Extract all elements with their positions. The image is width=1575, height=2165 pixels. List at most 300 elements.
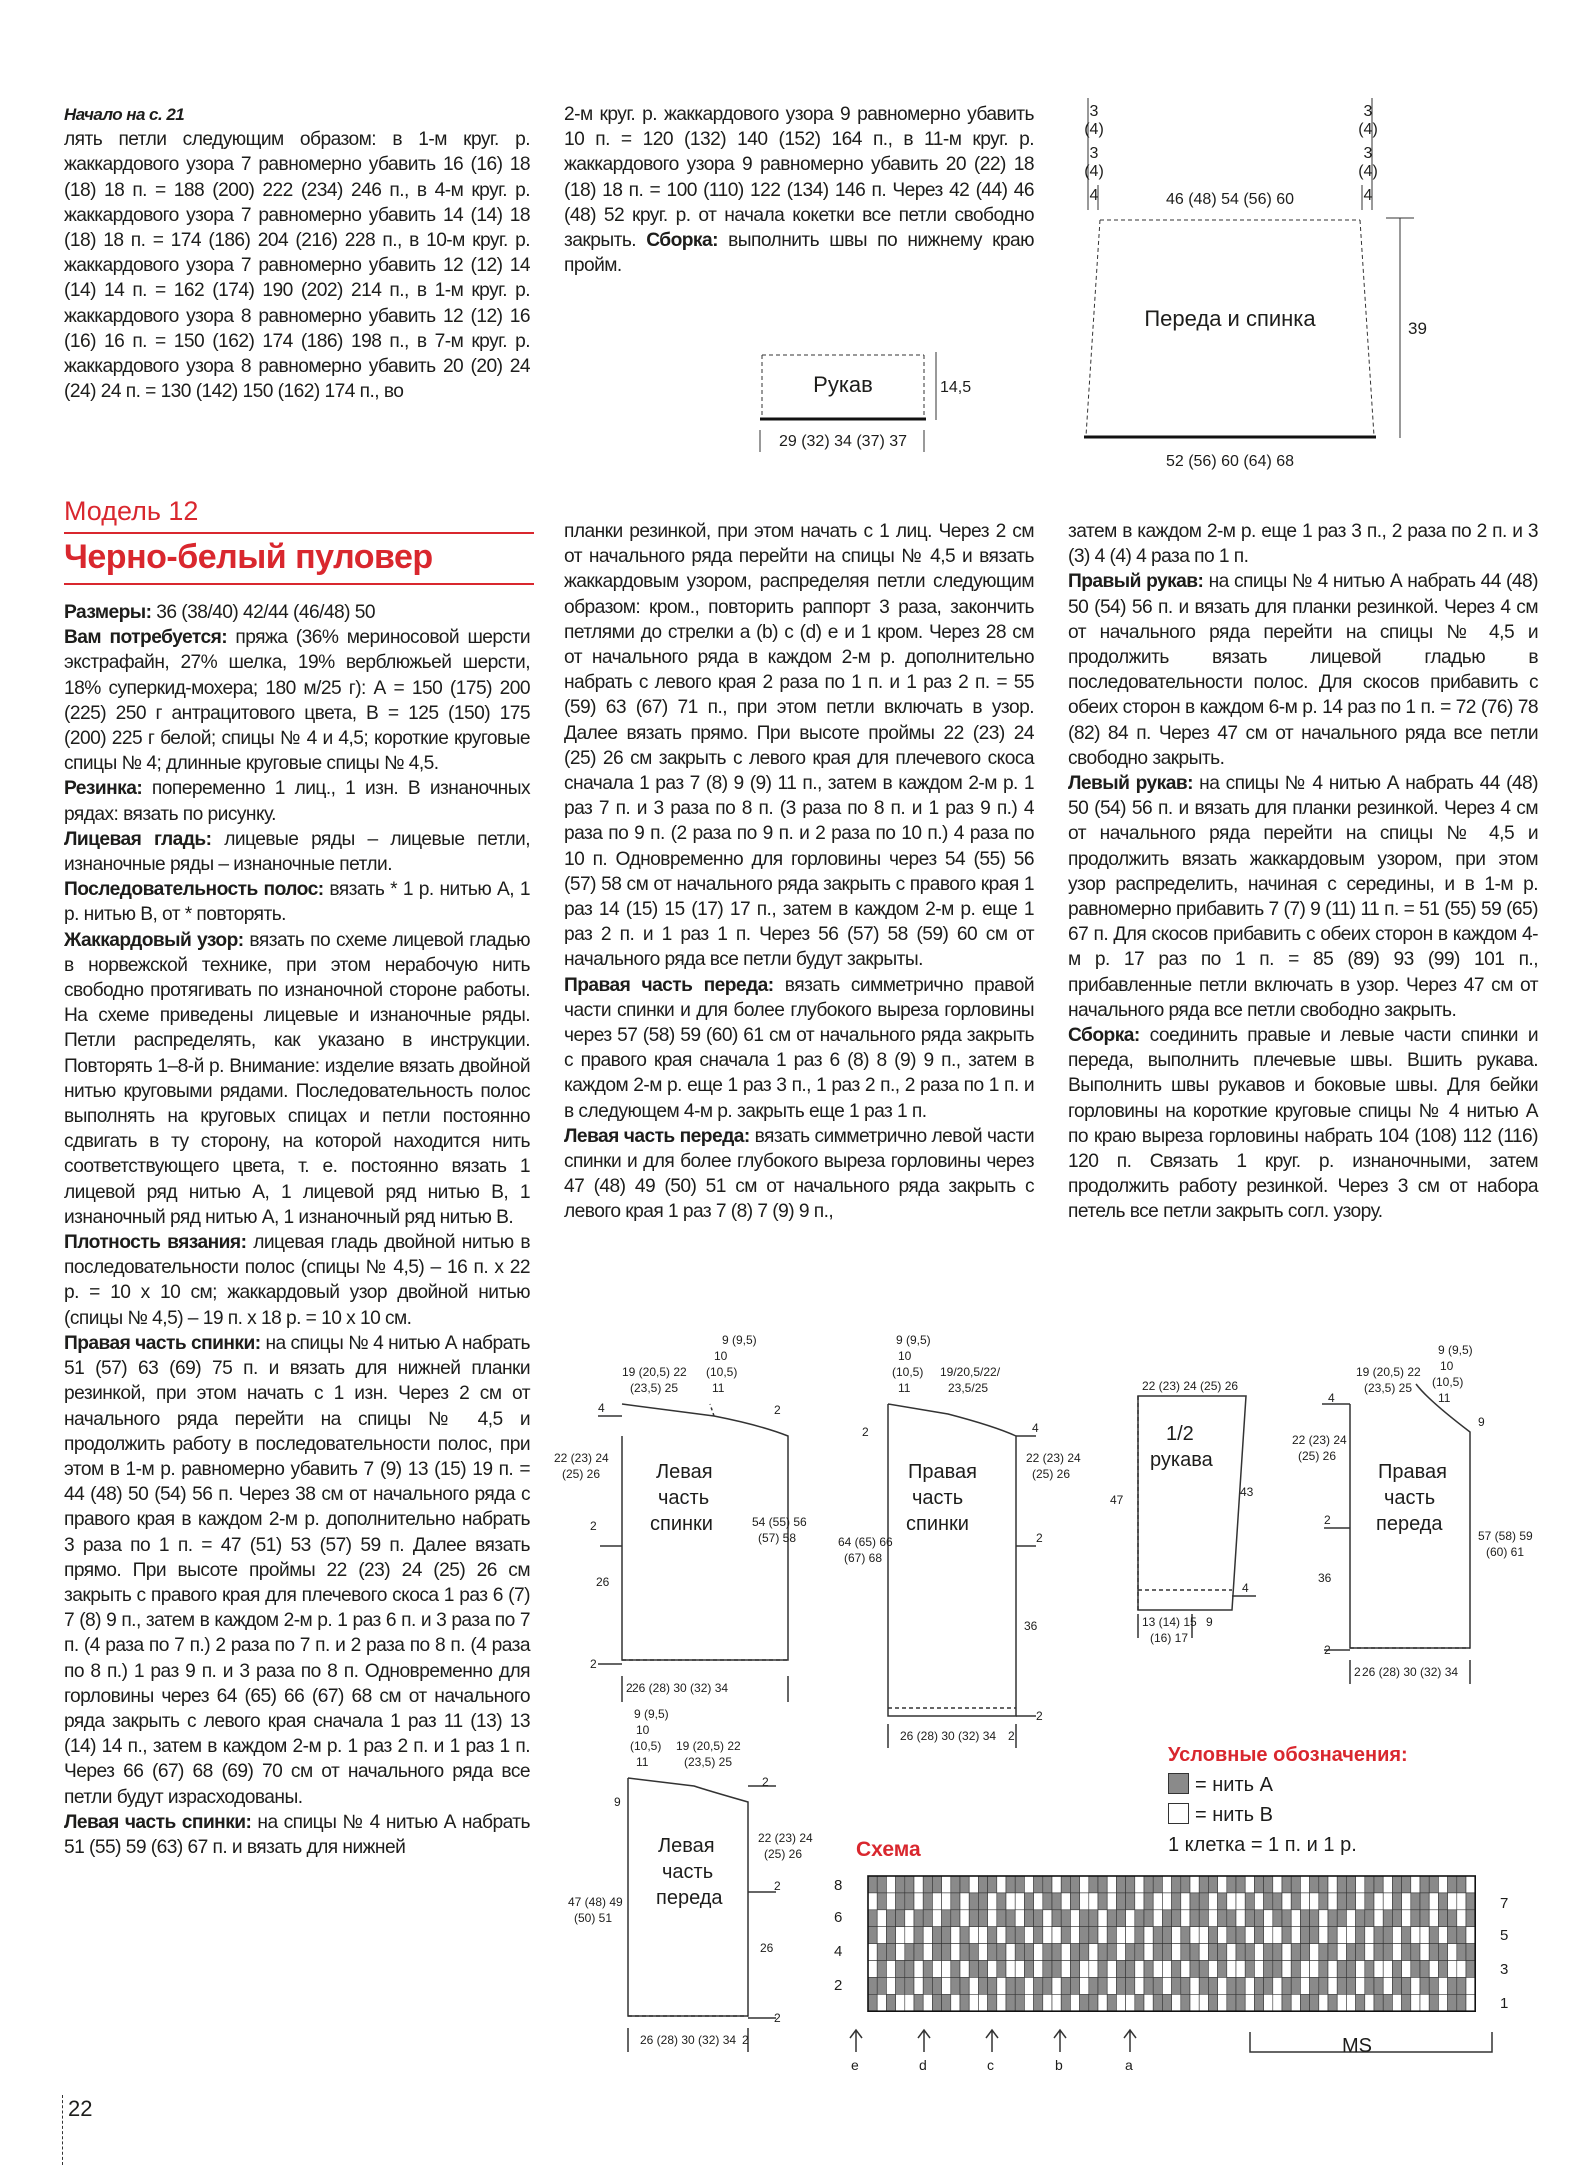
paragraph-heading: Правый рукав: — [1068, 571, 1204, 593]
schema-cell — [1098, 1994, 1107, 2011]
right-back-labels — [838, 1333, 1081, 1743]
schema-cell — [1236, 1961, 1245, 1978]
schema-cell — [868, 1977, 877, 1994]
schema-cell — [1356, 1944, 1365, 1961]
schema-cell — [1006, 1893, 1015, 1910]
schema-cell — [1365, 1994, 1374, 2011]
schema-cell — [1448, 1910, 1457, 1927]
schema-cell — [1273, 1910, 1282, 1927]
schema-cell — [868, 1876, 877, 1893]
paragraph-text: на спицы № 4 нитью А набрать 44 (48) 50 (54) 56 п. и вязать для планки резинкой. Через 4 см от начального ряда перейти на спицы № 4,5 и продолжить вязать жаккардовым узором, при этом узор распределить, начиная с середины, и в 1-м р. равномерно прибавить 7 (7) 9 (11) 11 п. = 51 (55) 59 (65) 67 п. Для скосов прибавить с обеих сторон в каждом 4-м р. 17 раз по 1 п. = 85 (89) 93 (99) 101 п., прибавленные петли включать в узор. Через 47 см от начального ряда все петли свободно закрыть. — [1068, 773, 1538, 1021]
schema-cell — [1245, 1994, 1254, 2011]
schema-cell — [1034, 1961, 1043, 1978]
svg-text:26 (28) 30 (32) 34: 26 (28) 30 (32) 34 — [900, 1729, 997, 1743]
schema-cell — [1135, 1994, 1144, 2011]
schema-cell — [1466, 1961, 1475, 1978]
schema-cell — [923, 1994, 932, 2011]
schema-title: Схема — [856, 1838, 921, 1861]
schema-cell — [1420, 1893, 1429, 1910]
schema-cell — [932, 1876, 941, 1893]
schema-cell — [960, 1994, 969, 2011]
schema-cell — [1282, 1977, 1291, 1994]
schema-cell — [1015, 1977, 1024, 1994]
body-height: 39 — [1408, 319, 1427, 338]
schema-cell — [1245, 1910, 1254, 1927]
schema-cell — [923, 1977, 932, 1994]
svg-text:22 (23) 24: 22 (23) 24 — [758, 1831, 813, 1845]
svg-text:2: 2 — [1008, 1729, 1015, 1743]
schema-cell — [1070, 1893, 1079, 1910]
schema-cell — [1043, 1961, 1052, 1978]
schema-cell — [932, 1910, 941, 1927]
schema-cell — [1153, 1944, 1162, 1961]
schema-cell — [1291, 1893, 1300, 1910]
schema-cell — [1162, 1910, 1171, 1927]
schema-cell — [1061, 1876, 1070, 1893]
schema-cell — [1365, 1944, 1374, 1961]
schema-cell — [960, 1910, 969, 1927]
svg-text:2: 2 — [626, 1681, 633, 1695]
schema-cell — [1043, 1893, 1052, 1910]
schema-cell — [1392, 1961, 1401, 1978]
paragraph-heading: Размеры: — [64, 602, 152, 623]
paragraph-text: соединить правые и левые части спинки и переда, выполнить плечевые швы. Вшить рукава. Выполнить швы рукавов и боковые швы. Для бейки горловины на короткие круговые спицы № 4 нитью А по краю выреза горловины набрать 104 (108) 112 (116) 120 п. Связать 1 круг. р. изнаночными, затем продолжить работу резинкой. Через 3 см от набора петель все петли закрыть согл. узору. — [1068, 1025, 1538, 1223]
schema-cell — [1107, 1893, 1116, 1910]
schema-cell — [969, 1994, 978, 2011]
schema-cell — [1144, 1927, 1153, 1944]
schema-cell — [1438, 1944, 1447, 1961]
schema-cell — [1264, 1910, 1273, 1927]
schema-cell — [1254, 1944, 1263, 1961]
schema-cell — [896, 1893, 905, 1910]
svg-text:11: 11 — [636, 1755, 649, 1769]
svg-text:переда: переда — [1376, 1513, 1443, 1535]
schema-cell — [1024, 1910, 1033, 1927]
schema-cell — [988, 1927, 997, 1944]
schema-cell — [1356, 1961, 1365, 1978]
schema-cell — [1291, 1876, 1300, 1893]
legend-title: Условные обозначения: — [1168, 1744, 1408, 1766]
schema-cell — [1208, 1944, 1217, 1961]
schema-cell — [1227, 1876, 1236, 1893]
schema-cell — [1199, 1961, 1208, 1978]
schema-cell — [1429, 1994, 1438, 2011]
schema-cell — [1208, 1893, 1217, 1910]
svg-text:(50) 51: (50) 51 — [574, 1911, 613, 1925]
schema-cell — [1245, 1977, 1254, 1994]
schema-cell — [1107, 1977, 1116, 1994]
schema-cell — [932, 1927, 941, 1944]
schema-cell — [1254, 1893, 1263, 1910]
legend-b: = нить В — [1168, 1800, 1408, 1830]
schema-cell — [1448, 1876, 1457, 1893]
svg-text:19/20,5/22/: 19/20,5/22/ — [940, 1365, 1001, 1379]
schema-cell — [969, 1893, 978, 1910]
svg-text:часть: часть — [662, 1861, 714, 1883]
schema-cell — [896, 1961, 905, 1978]
svg-text:(57) 58: (57) 58 — [758, 1531, 797, 1545]
svg-text:9 (9,5): 9 (9,5) — [634, 1707, 669, 1721]
schema-cell — [1273, 1893, 1282, 1910]
schema-cell — [1098, 1876, 1107, 1893]
schema-cell — [1034, 1927, 1043, 1944]
schema-cell — [1356, 1994, 1365, 2011]
schema-cell — [1190, 1977, 1199, 1994]
svg-text:(60) 61: (60) 61 — [1486, 1545, 1525, 1559]
paragraph-text: лицевые ряды – лицевые петли, изнаночные ряды – изнаночные петли. — [64, 828, 530, 876]
schema-cell — [1126, 1961, 1135, 1978]
schema-cell — [896, 1927, 905, 1944]
schema-cell — [1172, 1910, 1181, 1927]
svg-text:4: 4 — [598, 1401, 605, 1415]
schema-cell — [1172, 1893, 1181, 1910]
top-col1-text: лять петли следующим образом: в 1-м круг. р. жаккардового узора 7 равномерно убавить 16 (16) 18 (18) 18 п. = 188 (200) 222 (234) 246 п., в 4-м круг. р. жаккардового узора 7 равномерно убавить 14 (14) 18 (18) 18 п. = 174 (186) 204 (216) 228 п., в 10-м круг. р. жаккардового узора 7 равномерно убавить 12 (12) 14 (14) 14 п. = 162 (174) 190 (202) 214 п., в 1-м круг. р. жаккардового узора 8 равномерно убавить 12 (12) 16 (16) 16 п. = 150 (162) 174 (186) 198 п., в 7-м круг. р. жаккардового узора 8 равномерно убавить 20 (20) 24 (24) 24 п. = 130 (142) 150 (162) 174 п., во — [64, 129, 530, 403]
schema-cell — [1116, 1910, 1125, 1927]
schema-cell — [1319, 1927, 1328, 1944]
schema-cell — [1328, 1927, 1337, 1944]
svg-text:8: 8 — [834, 1877, 843, 1894]
schema-cell — [1135, 1876, 1144, 1893]
svg-text:47 (48) 49: 47 (48) 49 — [568, 1895, 623, 1909]
schema-cell — [1245, 1961, 1254, 1978]
schema-cell — [960, 1977, 969, 1994]
schema-cell — [978, 1893, 987, 1910]
schema-cell — [1273, 1994, 1282, 2011]
schema-cell — [1162, 1927, 1171, 1944]
schema-cell — [942, 1961, 951, 1978]
schema-cell — [1254, 1961, 1263, 1978]
schema-cell — [1218, 1994, 1227, 2011]
svg-text:(25) 26: (25) 26 — [1298, 1449, 1337, 1463]
schema-cell — [1411, 1961, 1420, 1978]
schema-cell — [1227, 1961, 1236, 1978]
schema-cell — [1365, 1977, 1374, 1994]
schema-cell — [1043, 1910, 1052, 1927]
schema-cell — [905, 1961, 914, 1978]
schema-cell — [1310, 1927, 1319, 1944]
schema-cell — [1024, 1944, 1033, 1961]
schema-cell — [1300, 1944, 1309, 1961]
schema-cell — [1438, 1994, 1447, 2011]
schema-cell — [1172, 1961, 1181, 1978]
schema-cell — [1116, 1977, 1125, 1994]
schema-cell — [997, 1961, 1006, 1978]
paragraph-text: на спицы № 4 нитью А набрать 51 (55) 59 (63) 67 п. и вязать для нижней — [64, 1811, 530, 1858]
svg-text:57 (58) 59: 57 (58) 59 — [1478, 1529, 1533, 1543]
schema-cell — [1218, 1910, 1227, 1927]
schema-cell — [1070, 1977, 1079, 1994]
schema-cell — [1190, 1876, 1199, 1893]
schema-cell — [1300, 1927, 1309, 1944]
schema-cell — [1356, 1876, 1365, 1893]
svg-text:2: 2 — [1324, 1643, 1331, 1657]
schema-cell — [1015, 1927, 1024, 1944]
schema-cell — [1254, 1910, 1263, 1927]
schema-cell — [1273, 1944, 1282, 1961]
schema-cell — [1043, 1944, 1052, 1961]
schema-cell — [1264, 1893, 1273, 1910]
schema-cell — [1466, 1876, 1475, 1893]
schema-cell — [1135, 1977, 1144, 1994]
schema-cell — [1098, 1893, 1107, 1910]
schema-cell — [1199, 1910, 1208, 1927]
schema-cell — [960, 1927, 969, 1944]
svg-text:d: d — [919, 2057, 927, 2073]
schema-cell — [1273, 1977, 1282, 1994]
schema-cell — [1024, 1893, 1033, 1910]
model-number: Модель 12 — [64, 496, 199, 526]
schema-cell — [1089, 1876, 1098, 1893]
svg-text:спинки: спинки — [906, 1513, 969, 1535]
svg-text:4: 4 — [1242, 1581, 1249, 1595]
schema-cell — [1282, 1893, 1291, 1910]
schema-cell — [997, 1944, 1006, 1961]
schema-cell — [1282, 1910, 1291, 1927]
schema-cell — [1429, 1893, 1438, 1910]
schema-cell — [1429, 1961, 1438, 1978]
schema-cell — [1043, 1994, 1052, 2011]
svg-text:b: b — [1055, 2057, 1063, 2073]
schema-cell — [868, 1927, 877, 1944]
schema-cell — [1337, 1927, 1346, 1944]
svg-text:c: c — [987, 2057, 994, 2073]
schema-cell — [1181, 1944, 1190, 1961]
schema-cell — [905, 1893, 914, 1910]
schema-cell — [1328, 1961, 1337, 1978]
schema-cell — [1420, 1944, 1429, 1961]
schema-cell — [960, 1893, 969, 1910]
schema-cell — [1107, 1944, 1116, 1961]
schema-cell — [1052, 1977, 1061, 1994]
schema-cell — [1199, 1893, 1208, 1910]
schema-cell — [988, 1893, 997, 1910]
schema-cell — [1383, 1876, 1392, 1893]
left-front-labels — [568, 1707, 813, 2047]
schema-cell — [1466, 1927, 1475, 1944]
assembly-text: выполнить швы по нижнему краю пройм. — [564, 230, 1035, 277]
swatch-a — [1168, 1773, 1189, 1794]
schema-cell — [868, 1893, 877, 1910]
schema-cell — [923, 1910, 932, 1927]
schema-cell — [1337, 1910, 1346, 1927]
schema-cell — [951, 1977, 960, 1994]
schema-cell — [1374, 1977, 1383, 1994]
schema-cell — [1098, 1910, 1107, 1927]
svg-text:(25) 26: (25) 26 — [562, 1467, 601, 1481]
schema-cell — [1080, 1927, 1089, 1944]
schema-cell — [1392, 1927, 1401, 1944]
schema-cell — [877, 1961, 886, 1978]
schema-cell — [1162, 1977, 1171, 1994]
schema-cell — [942, 1910, 951, 1927]
schema-cell — [868, 1944, 877, 1961]
schema-cell — [1116, 1994, 1125, 2011]
schema-cell — [1089, 1893, 1098, 1910]
svg-text:часть: часть — [1384, 1487, 1436, 1509]
schema-cell — [1181, 1927, 1190, 1944]
schema-cell — [1310, 1893, 1319, 1910]
legend-a: = нить А — [1168, 1770, 1408, 1800]
schema-cell — [923, 1876, 932, 1893]
svg-text:(25) 26: (25) 26 — [1032, 1467, 1071, 1481]
schema-cell — [1254, 1994, 1263, 2011]
assembly-label: Сборка: — [646, 230, 718, 252]
schema-cell — [1052, 1994, 1061, 2011]
schema-cell — [1411, 1910, 1420, 1927]
schema-cell — [905, 1910, 914, 1927]
schema-cell — [1061, 1961, 1070, 1978]
schema-cell — [1153, 1994, 1162, 2011]
schema-cell — [1135, 1944, 1144, 1961]
schema-cell — [1218, 1893, 1227, 1910]
schema-cell — [1162, 1994, 1171, 2011]
schema-cell — [1282, 1876, 1291, 1893]
schema-cell — [1116, 1876, 1125, 1893]
schema-cell — [1126, 1910, 1135, 1927]
schema-cell — [1402, 1961, 1411, 1978]
schema-cell — [978, 1910, 987, 1927]
body-side-b: (4) — [1084, 121, 1104, 138]
svg-text:Левая: Левая — [658, 1835, 715, 1857]
paragraph-heading: Лицевая гладь: — [64, 828, 212, 850]
schema-cell — [1466, 1994, 1475, 2011]
schema-cell — [1199, 1977, 1208, 1994]
schema-cell — [1300, 1961, 1309, 1978]
schema-cell — [1162, 1961, 1171, 1978]
schema-cell — [1337, 1893, 1346, 1910]
schema-cell — [1264, 1961, 1273, 1978]
svg-text:5: 5 — [1500, 1927, 1509, 1944]
schema-cell — [1402, 1876, 1411, 1893]
svg-text:11: 11 — [898, 1381, 911, 1395]
schema-cell — [1126, 1876, 1135, 1893]
schema-cell — [1448, 1961, 1457, 1978]
schema-cell — [1006, 1994, 1015, 2011]
schema-cell — [1402, 1927, 1411, 1944]
paragraph-heading: Жаккардовый узор: — [64, 929, 244, 951]
schema-cell — [914, 1876, 923, 1893]
svg-text:11: 11 — [712, 1381, 725, 1395]
schema-cell — [1457, 1961, 1466, 1978]
schema-cell — [1319, 1876, 1328, 1893]
schema-cell — [1374, 1927, 1383, 1944]
schema-cell — [1402, 1994, 1411, 2011]
schema-cell — [1310, 1910, 1319, 1927]
svg-text:4: 4 — [1032, 1421, 1039, 1435]
schema-cell — [1346, 1944, 1355, 1961]
schema-cell — [1208, 1977, 1217, 1994]
schema-cell — [1374, 1893, 1383, 1910]
svg-text:19 (20,5) 22: 19 (20,5) 22 — [676, 1739, 741, 1753]
schema-cell — [1061, 1977, 1070, 1994]
schema-cell — [969, 1927, 978, 1944]
schema-cell — [951, 1876, 960, 1893]
schema-cell — [1080, 1893, 1089, 1910]
schema-cell — [1383, 1944, 1392, 1961]
schema-cell — [1411, 1927, 1420, 1944]
schema-cell — [1264, 1944, 1273, 1961]
schema-cell — [1300, 1893, 1309, 1910]
schema-cell — [1126, 1977, 1135, 1994]
schema-cell — [1236, 1944, 1245, 1961]
schema-cell — [1374, 1910, 1383, 1927]
schema-cell — [1457, 1910, 1466, 1927]
schema-cell — [1181, 1961, 1190, 1978]
svg-text:Правая: Правая — [908, 1461, 977, 1483]
schema-cell — [1337, 1977, 1346, 1994]
schema-cell — [1107, 1927, 1116, 1944]
sleeve-height: 14,5 — [940, 379, 972, 396]
schema-cell — [1006, 1961, 1015, 1978]
schema-cell — [951, 1910, 960, 1927]
schema-cell — [1374, 1876, 1383, 1893]
schema-cell — [1070, 1961, 1079, 1978]
paragraph-text: лицевая гладь двойной нитью в последовательности полос (спицы № 4,5) – 16 п. х 22 р. = 10 х 10 см; жаккардовый узор двойной нитью (спицы № 4,5) – 19 п. х 18 р. = 10 х 10 см. — [64, 1232, 530, 1329]
schema-cell — [877, 1893, 886, 1910]
svg-text:22 (23) 24: 22 (23) 24 — [1026, 1451, 1081, 1465]
schema-cell — [1319, 1910, 1328, 1927]
schema-cell — [1310, 1961, 1319, 1978]
schema-cell — [1015, 1876, 1024, 1893]
schema-cell — [1236, 1977, 1245, 1994]
svg-text:2: 2 — [774, 1879, 781, 1893]
svg-text:64 (65) 66: 64 (65) 66 — [838, 1535, 893, 1549]
schema-cell — [1199, 1876, 1208, 1893]
schema-cell — [1218, 1927, 1227, 1944]
schema-cell — [1383, 1893, 1392, 1910]
schema-cell — [1438, 1927, 1447, 1944]
schema-cell — [997, 1893, 1006, 1910]
svg-text:(16) 17: (16) 17 — [1150, 1631, 1189, 1645]
svg-text:(23,5) 25: (23,5) 25 — [630, 1381, 679, 1395]
schema-cell — [1346, 1893, 1355, 1910]
paragraph-text: планки резинкой, при этом начать с 1 лиц. Через 2 см от начального ряда перейти на спицы № 4,5 и вязать жаккардовым узором, распределяя петли следующим образом: кром., повторить раппорт 3 раза, закончить петлями до стрелки а (b) с (d) е и 1 кром. Через 28 см от начального ряда в каждом 2-м р. дополнительно набрать с левого края 2 раза по 1 п. и 1 раз 2 п. = 55 (59) 63 (67) 71 п., при этом петли включать в узор. Далее вязать прямо. При высоте проймы 22 (23) 24 (25) 26 см закрыть с левого края для плечевого скоса сначала 1 раз 7 (8) 9 (9) 11 п., затем в каждом 2-м р. 1 раз 7 п. и 3 раза по 8 п. (3 раза по 8 п. и 1 раз 9 п.) 4 раза по 9 п. (2 раза по 9 п. и 2 раза по 10 п.) 4 раза по 10 п. Одновременно для горловины через 54 (55) 56 (57) 58 см от начального ряда закрыть с правого края 1 раз 14 (15) 15 (17) 17 п., затем в каждом 2-м р. еще 1 раз 2 п. и 1 раз 1 п. Через 56 (57) 58 (59) 60 см от начального ряда все петли будут закрыты. — [564, 521, 1034, 971]
schema-cell — [1337, 1876, 1346, 1893]
paragraph-text: вязать симметрично левой части спинки и для более глубокого выреза горловины через 47 (48) 49 (50) 51 см от начального ряда закрыть с левого края 1 раз 7 (8) 7 (9) 9 п., — [564, 1125, 1034, 1223]
schema-cell — [914, 1994, 923, 2011]
body-label: Переда и спинка — [1144, 306, 1316, 331]
schema-cell — [1052, 1876, 1061, 1893]
schema-cell — [1107, 1994, 1116, 2011]
schema-cell — [1107, 1876, 1116, 1893]
schema-cell — [951, 1994, 960, 2011]
paragraph-text: вязать симметрично правой части спинки и для более глубокого выреза горловины через 57 (58) 59 (60) 61 см от начального ряда закрыть с правого края сначала 1 раз 6 (8) 8 (9) 9 п., затем в каждом 2-м р. еще 1 раз 3 п., 1 раз 2 п., 2 раза по 1 п. и в следующем 4-м р. закрыть еще 1 раз 1 п. — [564, 974, 1034, 1122]
schema-cell — [1043, 1876, 1052, 1893]
svg-text:26: 26 — [760, 1941, 774, 1955]
schema-cell — [1457, 1876, 1466, 1893]
svg-text:4: 4 — [834, 1943, 843, 1960]
schema-cell — [1383, 1961, 1392, 1978]
svg-text:19 (20,5) 22: 19 (20,5) 22 — [622, 1365, 687, 1379]
svg-text:(10,5): (10,5) — [1432, 1375, 1464, 1389]
schema-cell — [988, 1944, 997, 1961]
schema-cell — [1236, 1876, 1245, 1893]
svg-text:2: 2 — [1354, 1665, 1361, 1679]
schema-cell — [1365, 1893, 1374, 1910]
body-side-a: 3 — [1089, 103, 1099, 120]
schema-cell — [1070, 1910, 1079, 1927]
schema-cell — [1089, 1944, 1098, 1961]
svg-text:54 (55) 56: 54 (55) 56 — [752, 1515, 807, 1529]
svg-text:(23,5) 25: (23,5) 25 — [684, 1755, 733, 1769]
schema-cell — [1448, 1944, 1457, 1961]
schema-cell — [1438, 1893, 1447, 1910]
schema-cell — [1227, 1927, 1236, 1944]
schema-cell — [1015, 1944, 1024, 1961]
schema-cell — [1190, 1994, 1199, 2011]
schema-cell — [1291, 1910, 1300, 1927]
svg-text:2: 2 — [1036, 1531, 1043, 1545]
